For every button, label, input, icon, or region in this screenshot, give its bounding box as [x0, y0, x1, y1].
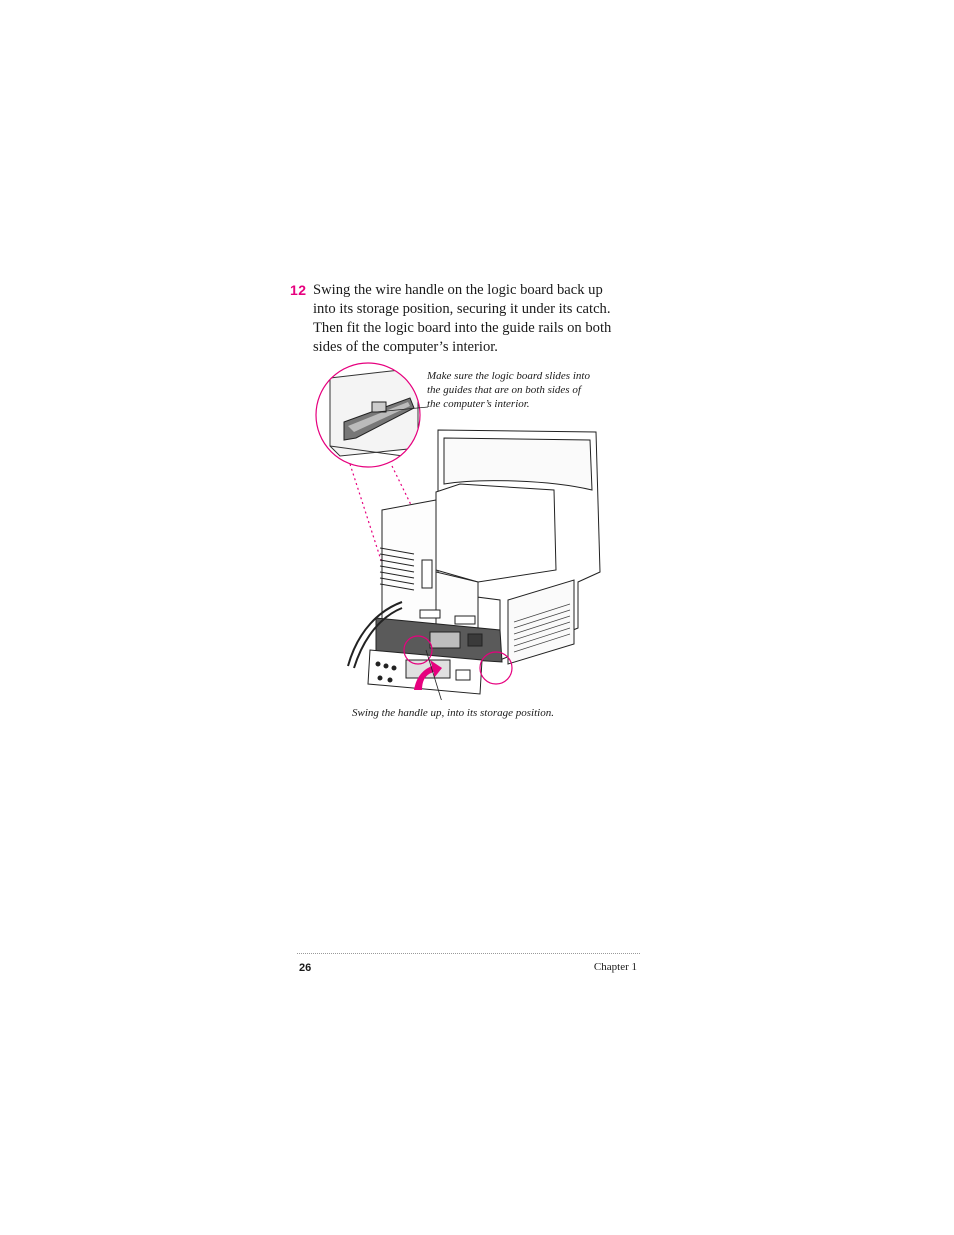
- computer-rear-drawing: [310, 360, 610, 700]
- chapter-label: Chapter 1: [593, 961, 637, 973]
- callout-guides: Make sure the logic board slides into the guides that are on both sides of the computer’s interior.: [427, 370, 590, 410]
- footer-divider: [297, 953, 640, 954]
- logic-board-illustration: [310, 360, 610, 700]
- page-number: 26: [299, 962, 312, 974]
- callout-handle: Swing the handle up, into its storage position.: [352, 707, 554, 719]
- magnified-guide-rail: [310, 360, 430, 480]
- step-number: 12: [290, 282, 307, 298]
- step-instruction: Swing the wire handle on the logic board back up into its storage position, securing it under its catch. Then fit the logic board into the guide rails on both sides of the computer’s interior.: [313, 282, 612, 355]
